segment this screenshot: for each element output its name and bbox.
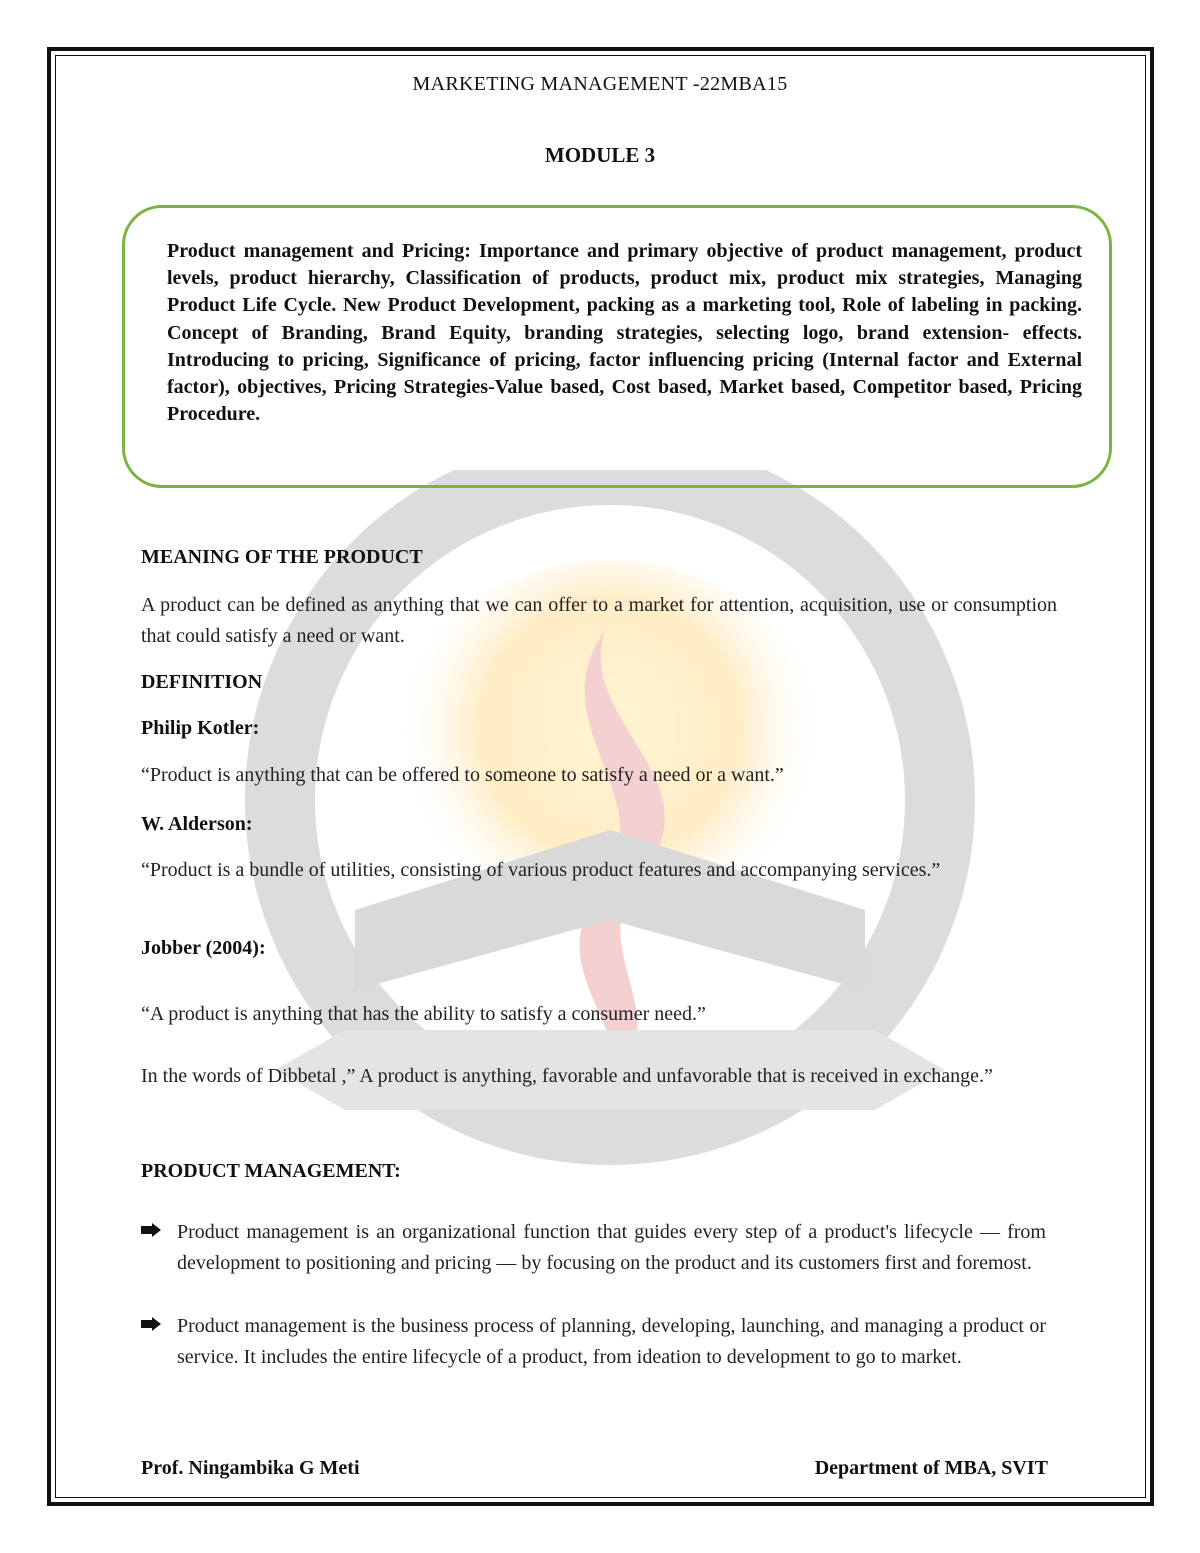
meaning-paragraph: A product can be defined as anything that we can offer to a market for attention, acquisition, use or consumption that could satisfy a need or want. bbox=[141, 594, 1057, 647]
jobber-name: Jobber (2004): bbox=[141, 937, 266, 959]
meaning-heading: MEANING OF THE PRODUCT bbox=[141, 546, 423, 568]
kotler-name: Philip Kotler: bbox=[141, 717, 260, 739]
syllabus-text: Product management and Pricing: Importance and primary objective of product management, product levels, product hierarchy, Classification of products, product mix, product mix strategies, Managing Product Life Cycle. New Product Development, packing as a marketing tool, Role of labeling in packing. Concept of Branding, Brand Equity, branding strategies, selecting logo, brand extension- effects. Introducing to pricing, Significance of pricing, factor influencing pricing (Internal factor and External factor), objectives, Pricing Strategies-Value based, Cost based, Market based, Competitor based, Pricing Procedure. bbox=[167, 240, 1082, 426]
arrow-bullet-icon bbox=[141, 1223, 161, 1237]
course-title: MARKETING MANAGEMENT -22MBA15 bbox=[412, 73, 788, 95]
definition-heading: DEFINITION bbox=[141, 671, 263, 693]
footer-author: Prof. Ningambika G Meti bbox=[141, 1457, 360, 1479]
bullet-text: Product management is an organizational function that guides every step of a product's lifecycle — from development to positioning and pricing — by focusing on the product and its customers first and foremost. bbox=[177, 1221, 1046, 1274]
product-management-heading: PRODUCT MANAGEMENT: bbox=[141, 1160, 401, 1182]
alderson-name: W. Alderson: bbox=[141, 813, 253, 835]
dibbetal-paragraph: In the words of Dibbetal ,” A product is anything, favorable and unfavorable that is received in exchange.” bbox=[141, 1065, 993, 1087]
jobber-quote: “A product is anything that has the ability to satisfy a consumer need.” bbox=[141, 1003, 706, 1025]
arrow-bullet-icon bbox=[141, 1317, 161, 1331]
kotler-quote: “Product is anything that can be offered to someone to satisfy a need or a want.” bbox=[141, 764, 784, 786]
module-title: MODULE 3 bbox=[544, 143, 656, 167]
footer-department: Department of MBA, SVIT bbox=[814, 1457, 1048, 1479]
bullet-text: Product management is the business process of planning, developing, launching, and managing a product or service. It includes the entire lifecycle of a product, from ideation to development to go to market. bbox=[177, 1315, 1046, 1368]
alderson-quote: “Product is a bundle of utilities, consisting of various product features and accompanying services.” bbox=[141, 859, 941, 881]
